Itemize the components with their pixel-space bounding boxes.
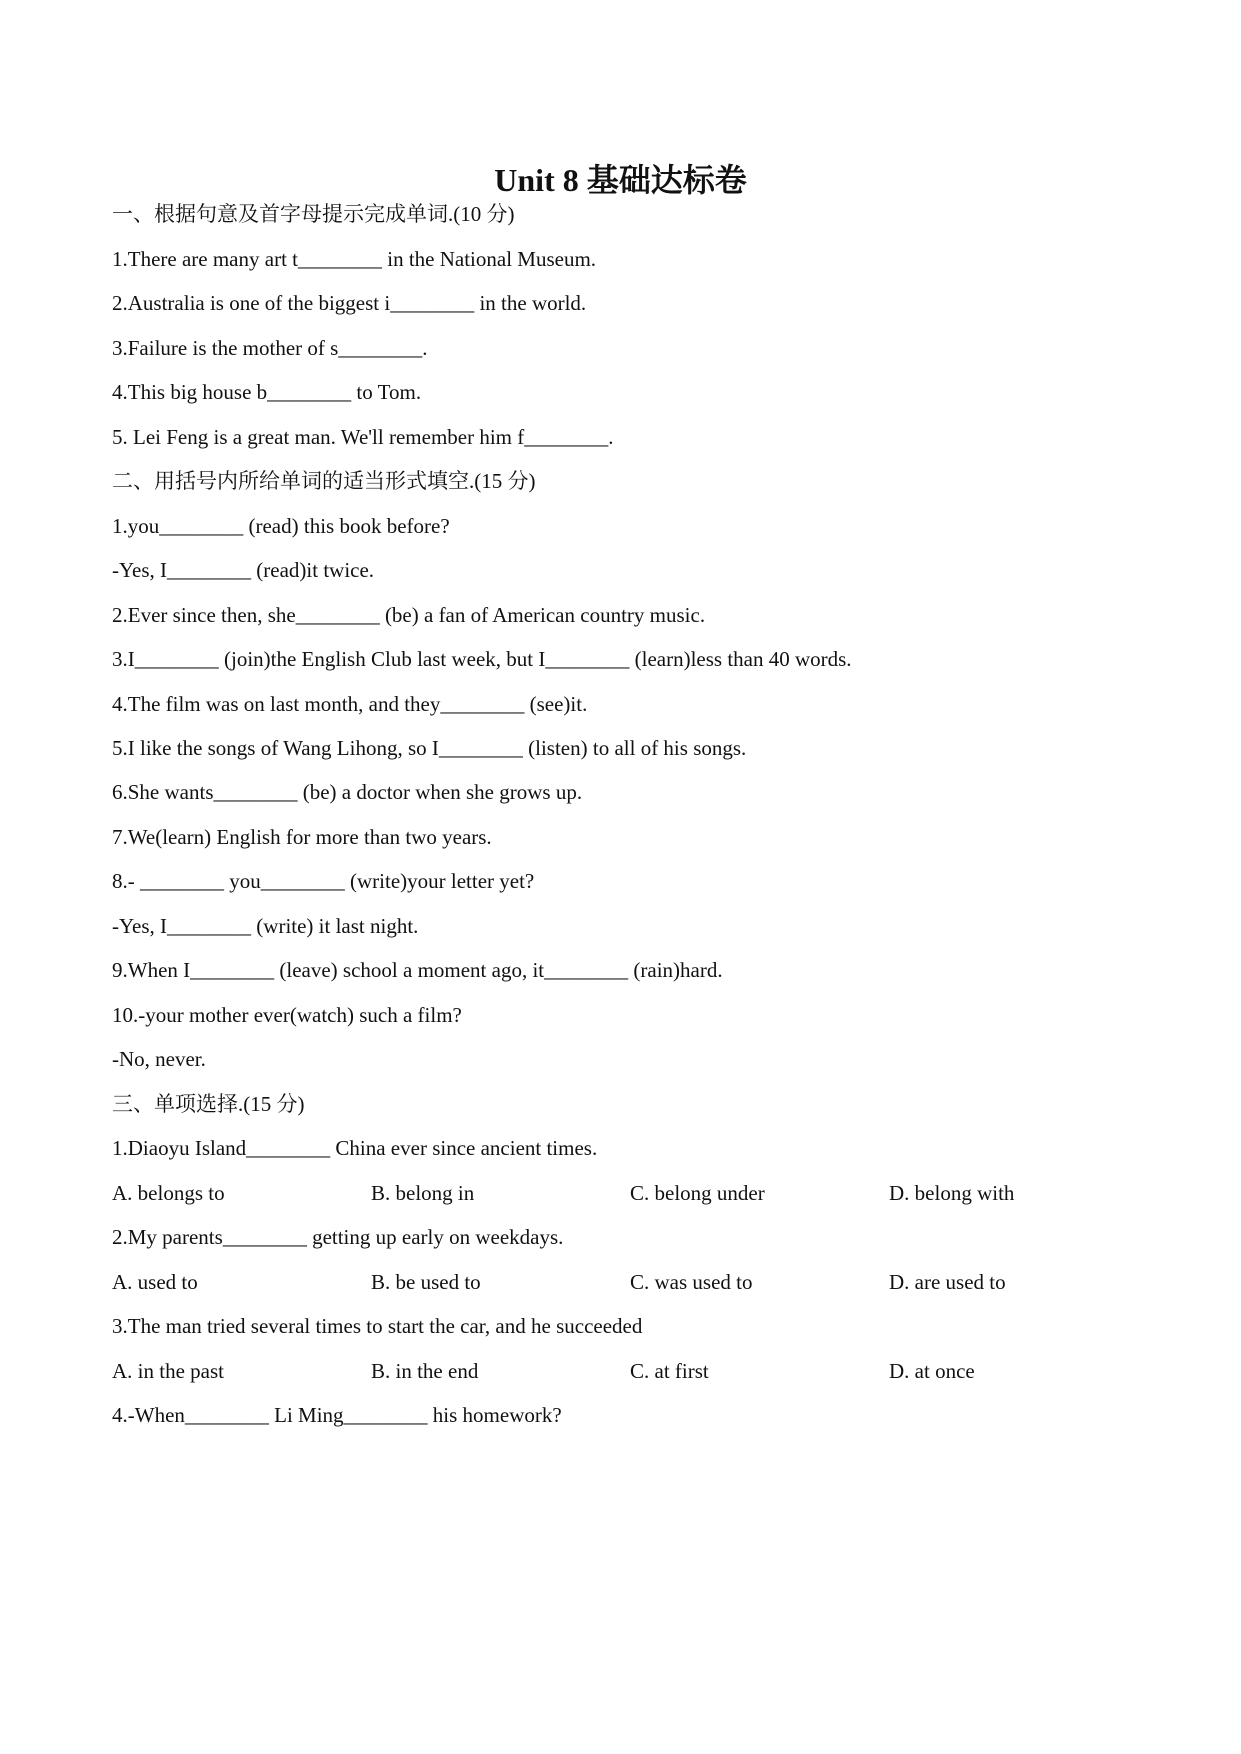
- mc-option-c: C. belong under: [630, 1181, 765, 1205]
- section-heading-2: 二、用括号内所给单词的适当形式填空.(15 分): [112, 469, 536, 493]
- mc-question-stem: 2.My parents________ getting up early on weekdays.: [112, 1225, 564, 1249]
- question-line: 1.There are many art t________ in the National Museum.: [112, 247, 597, 271]
- question-line: 7.We(learn) English for more than two years.: [112, 825, 492, 849]
- mc-option-a: A. belongs to: [112, 1181, 225, 1205]
- mc-option-b: B. be used to: [371, 1270, 481, 1294]
- mc-option-a: A. in the past: [112, 1359, 224, 1383]
- question-line: 5.I like the songs of Wang Lihong, so I________ (listen) to all of his songs.: [112, 736, 747, 760]
- page-title: Unit 8 基础达标卷: [494, 162, 747, 198]
- mc-question-stem: 3.The man tried several times to start the car, and he succeeded: [112, 1314, 643, 1338]
- mc-option-c: C. was used to: [630, 1270, 753, 1294]
- question-line: 1.you________ (read) this book before?: [112, 514, 450, 538]
- question-line: 5. Lei Feng is a great man. We'll remember him f________.: [112, 425, 614, 449]
- mc-option-d: D. at once: [889, 1359, 975, 1383]
- mc-option-a: A. used to: [112, 1270, 198, 1294]
- answer-line: -Yes, I________ (read)it twice.: [112, 558, 375, 582]
- question-line: 3.Failure is the mother of s________.: [112, 336, 428, 360]
- mc-option-d: D. are used to: [889, 1270, 1006, 1294]
- question-line: 3.I________ (join)the English Club last week, but I________ (learn)less than 40 words.: [112, 647, 852, 671]
- question-line: 4.This big house b________ to Tom.: [112, 380, 422, 404]
- mc-option-d: D. belong with: [889, 1181, 1015, 1205]
- answer-line: -No, never.: [112, 1047, 206, 1071]
- mc-option-b: B. belong in: [371, 1181, 475, 1205]
- question-line: 6.She wants________ (be) a doctor when she grows up.: [112, 780, 583, 804]
- section-heading-3: 三、单项选择.(15 分): [112, 1092, 305, 1116]
- section-heading-1: 一、根据句意及首字母提示完成单词.(10 分): [112, 202, 515, 226]
- question-line: 2.Australia is one of the biggest i________ in the world.: [112, 291, 587, 315]
- question-line: 2.Ever since then, she________ (be) a fan of American country music.: [112, 603, 706, 627]
- mc-question-stem: 1.Diaoyu Island________ China ever since ancient times.: [112, 1136, 598, 1160]
- question-line: 8.- ________ you________ (write)your letter yet?: [112, 869, 535, 893]
- mc-option-c: C. at first: [630, 1359, 709, 1383]
- question-line: 4.The film was on last month, and they________ (see)it.: [112, 692, 588, 716]
- question-line: 9.When I________ (leave) school a moment ago, it________ (rain)hard.: [112, 958, 723, 982]
- mc-question-stem: 4.-When________ Li Ming________ his homework?: [112, 1403, 562, 1427]
- question-line: 10.-your mother ever(watch) such a film?: [112, 1003, 462, 1027]
- mc-option-b: B. in the end: [371, 1359, 479, 1383]
- answer-line: -Yes, I________ (write) it last night.: [112, 914, 419, 938]
